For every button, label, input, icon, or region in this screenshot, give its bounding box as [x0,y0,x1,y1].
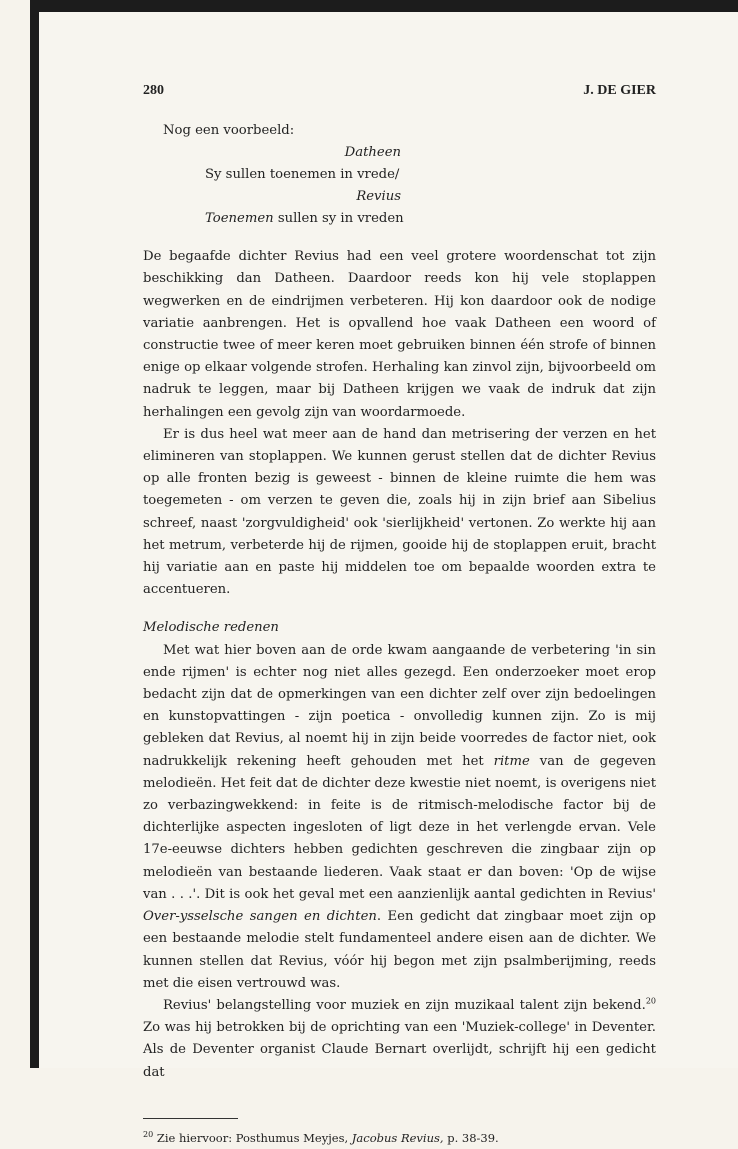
footnote-text-a: Zie hiervoor: Posthumus Meyjes, [153,1130,352,1145]
scan-border-top [30,0,738,12]
footnote-title: Jacobus Revius, [351,1130,444,1145]
revius-verse [205,208,656,230]
paragraph-2: Er is dus heel wat meer aan de hand dan metrisering der verzen en het elimineren van stoplappen. We kunnen gerust stellen dat de dichter Revius op alle fronten bezig is geweest - binnen de kleine ruimte die hem was toegemeten - om verzen te geven die, zoals hij in zijn brief aan Sibelius schreef, naast 'zorgvuldigheid' ook 'sierlijkheid' vertonen. Zo werkte hij aan het metrum, verbeterde hij de rijmen, gooide hij de stoplappen eruit, bracht hij variatie aan en paste hij middelen toe om bepaalde woorden extra te accentueren. [143,426,656,598]
footnote [143,1127,656,1149]
revius-rest: sullen sy in vreden [273,211,404,227]
datheen-label: Datheen [344,145,401,161]
datheen-verse: Sy sullen toenemen in vrede/ [205,167,400,183]
revius-first-word: Toenemen [205,211,274,227]
page-number: 280 [143,83,164,98]
example-intro: Nog een voorbeeld: [163,123,295,138]
p3-emphasis-ritme: ritme [493,753,530,769]
spacer [143,601,656,617]
section-heading: Melodische redenen [143,620,279,636]
paragraph-3 [143,640,656,995]
footnote-text-b: p. 38-39. [443,1130,499,1145]
footnote-ref: 20 [645,996,656,1006]
paragraph-1: De begaafde dichter Revius had een veel grotere woordenschat tot zijn beschikking dan Datheen. Daardoor reeds kon hij vele stoplappen wegwerken en de eindrijmen verbeteren. Hij kon daardoor ook de nodige variatie aanbrengen. Het is opvallend hoe vaak Datheen een woord of constructie twee of meer keren moet gebruiken binnen één strofe of binnen enige op elkaar volgende strofen. Herhaling kan zinvol zijn, bijvoorbeeld om nadruk te leggen, maar bij Datheen krijgen we vaak de indruk dat zijn herhalingen een gevolg zijn van woordarmoede. [143,249,656,420]
p3-text-b: van de gegeven melodieën. Het feit dat de dichter deze kwestie niet noemt, is overigens niet zo verbazingwekkend: in feite is de ritmisch-melodische factor bij de dichterlijke aspecten ingesloten of ligt deze in het verlengde ervan. Vele 17e-eeuwse dichters hebben gedichten geschreven die zingbaar zijn op melodieën van bestaande liederen. Vaak staat er dan boven: 'Op de wijse van . . .'. Dit is ook het geval met een aanzienlijk aantal gedichten in Revius' [143,753,656,902]
footnote-number: 20 [143,1129,154,1139]
page-content [143,80,656,1149]
running-header [143,80,656,102]
footnote-rule [143,1118,238,1119]
p3-book-title: Over-ysselsche sangen en dichten [143,909,377,925]
scan-border-left [30,0,39,1068]
p3-text-c: . Een gedicht dat zingbaar moet zijn op een bestaande melodie stelt fundamenteel andere eisen aan de dichter. We kunnen stellen dat Revius, vóór hij begon met zijn psalmberijming, reeds met die eisen vertrouwd was. [143,909,656,991]
running-author: J. DE GIER [583,83,656,98]
paragraph-4 [143,995,656,1084]
p4-text-b: Zo was hij betrokken bij de oprichting van een 'Muziek-college' in Deventer. Als de Deventer organist Claude Bernart overlijdt, schrijft hij een gedicht dat [143,1020,656,1080]
p3-text-a: Met wat hier boven aan de orde kwam aangaande de verbetering 'in sin ende rijmen' is echter nog niet alles gezegd. Een onderzoeker moet erop bedacht zijn dat de opmerkingen van een dichter zelf over zijn bedoelingen en kunstopvattingen - zijn poetica - onvolledig kunnen zijn. Zo is mij gebleken dat Revius, al noemt hij in zijn beide voorredes de factor niet, ook nadrukkelijk rekening heeft gehouden met het [143,642,656,769]
p4-text-a: Revius' belangstelling voor muziek en zijn muzikaal talent zijn bekend. [163,997,646,1013]
spacer [143,230,656,246]
revius-label: Revius [356,189,401,205]
